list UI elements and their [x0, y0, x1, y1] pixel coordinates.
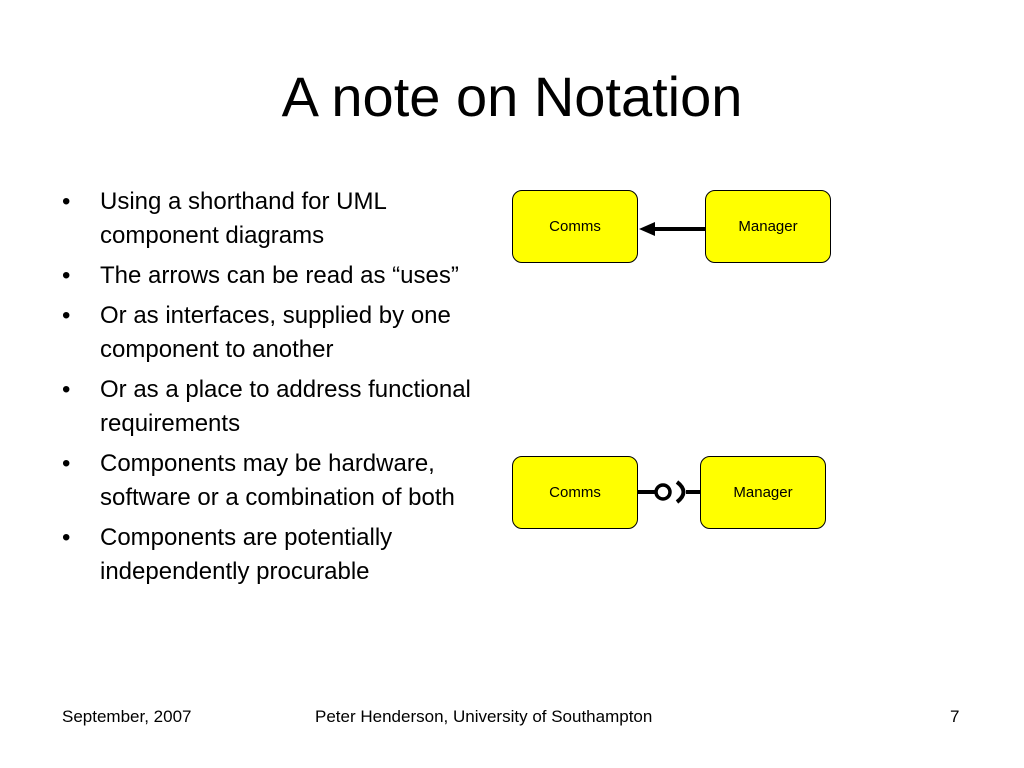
comms-component-top: Comms: [512, 190, 638, 263]
manager-component-bottom: Manager: [700, 456, 826, 529]
manager-component-top: Manager: [705, 190, 831, 263]
bullet-icon: •: [62, 188, 71, 215]
comms-component-bottom: Comms: [512, 456, 638, 529]
bullet-text: Using a shorthand for UML component diagrams: [100, 188, 386, 249]
bullet-item: [62, 447, 472, 515]
bullet-text: Or as a place to address functional requirements: [100, 376, 471, 437]
bullet-text: Components are potentially independently procurable: [100, 524, 393, 585]
bullet-item: [62, 521, 472, 589]
footer-page-number: 7: [950, 707, 960, 726]
bullet-list: [62, 185, 472, 595]
bullet-text: The arrows can be read as “uses”: [100, 262, 459, 289]
bullet-text: Or as interfaces, supplied by one component to another: [100, 302, 451, 363]
bullet-icon: •: [62, 302, 71, 329]
bullet-item: [62, 299, 472, 367]
bullet-item: [62, 185, 472, 253]
bullet-item: [62, 373, 472, 441]
bullet-text: Components may be hardware, software or a combination of both: [100, 450, 455, 511]
bullet-icon: •: [62, 376, 71, 403]
bullet-icon: •: [62, 262, 71, 289]
footer-author: Peter Henderson, University of Southampton: [315, 707, 653, 726]
slide-title: A note on Notation: [281, 65, 743, 128]
bullet-icon: •: [62, 450, 71, 477]
bullet-icon: •: [62, 524, 71, 551]
bullet-item: [62, 259, 472, 293]
footer-date: September, 2007: [62, 707, 192, 726]
